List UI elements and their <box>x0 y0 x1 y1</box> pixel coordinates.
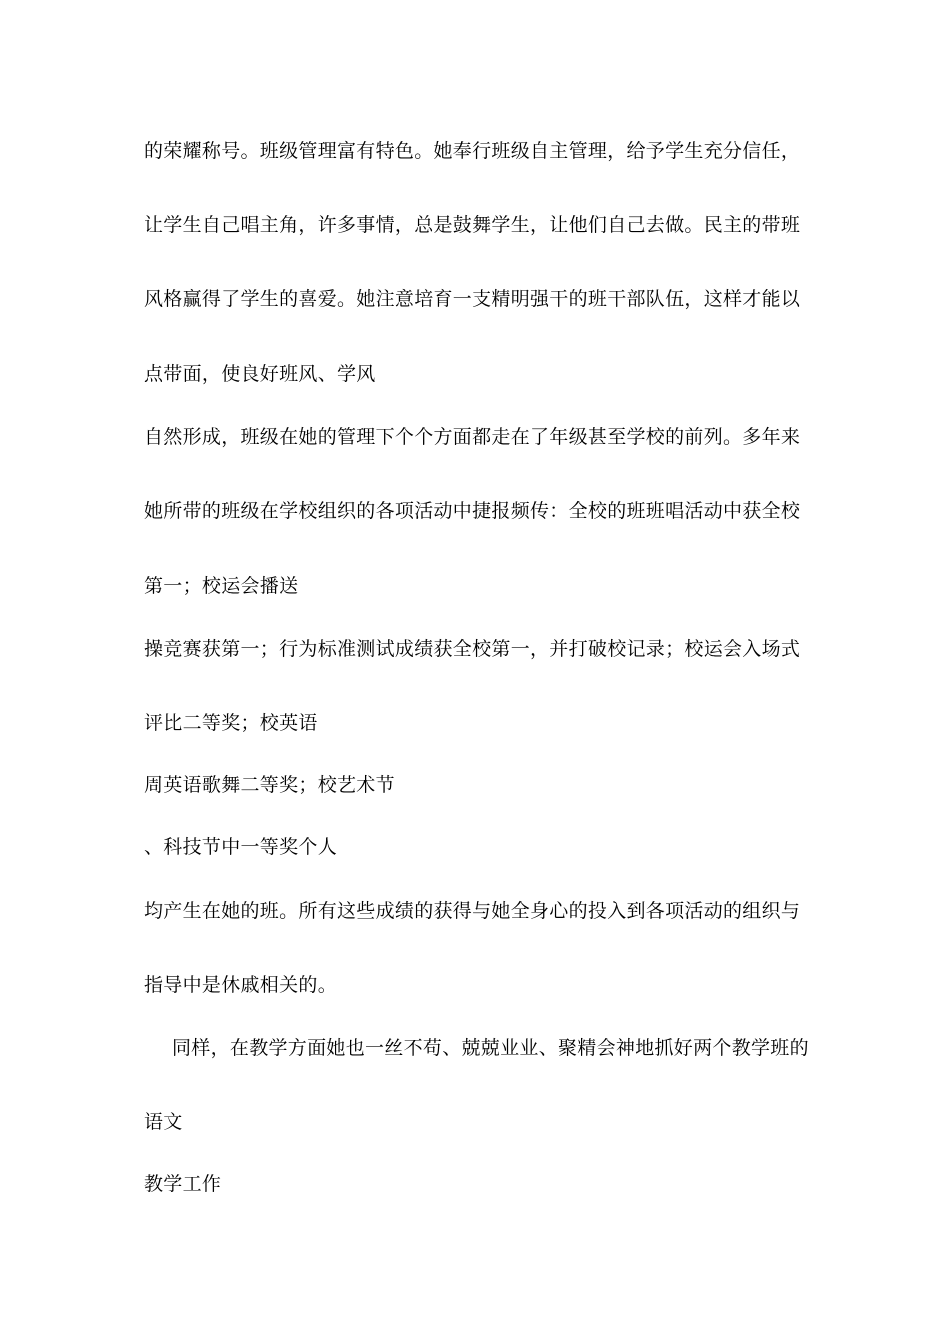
text-line-4: 点带面，使良好班风、学风 <box>144 363 376 385</box>
text-line-3: 风格赢得了学生的喜爱。她注意培育一支精明强干的班干部队伍，这样才能以 <box>144 288 801 310</box>
text-line-10: 周英语歌舞二等奖；校艺术节 <box>144 774 395 796</box>
text-line-6: 她所带的班级在学校组织的各项活动中捷报频传：全校的班班唱活动中获全校 <box>144 500 801 522</box>
text-line-1: 的荣耀称号。班级管理富有特色。她奉行班级自主管理，给予学生充分信任， <box>144 140 801 162</box>
text-line-8: 操竞赛获第一；行为标准测试成绩获全校第一，并打破校记录；校运会入场式 <box>144 638 801 660</box>
text-line-16: 教学工作 <box>144 1173 222 1195</box>
text-line-14: 同样，在教学方面她也一丝不苟、兢兢业业、聚精会神地抓好两个教学班的 <box>172 1037 809 1059</box>
text-line-12: 均产生在她的班。所有这些成绩的获得与她全身心的投入到各项活动的组织与 <box>144 900 801 922</box>
text-line-5: 自然形成，班级在她的管理下个个方面都走在了年级甚至学校的前列。多年来 <box>144 426 801 448</box>
text-line-11: 、科技节中一等奖个人 <box>144 836 338 858</box>
text-line-2: 让学生自己唱主角，许多事情，总是鼓舞学生，让他们自己去做。民主的带班 <box>144 214 801 236</box>
text-line-7: 第一；校运会播送 <box>144 575 299 597</box>
text-line-15: 语文 <box>144 1111 183 1133</box>
text-line-13: 指导中是休戚相关的。 <box>144 974 338 996</box>
text-line-9: 评比二等奖；校英语 <box>144 712 318 734</box>
